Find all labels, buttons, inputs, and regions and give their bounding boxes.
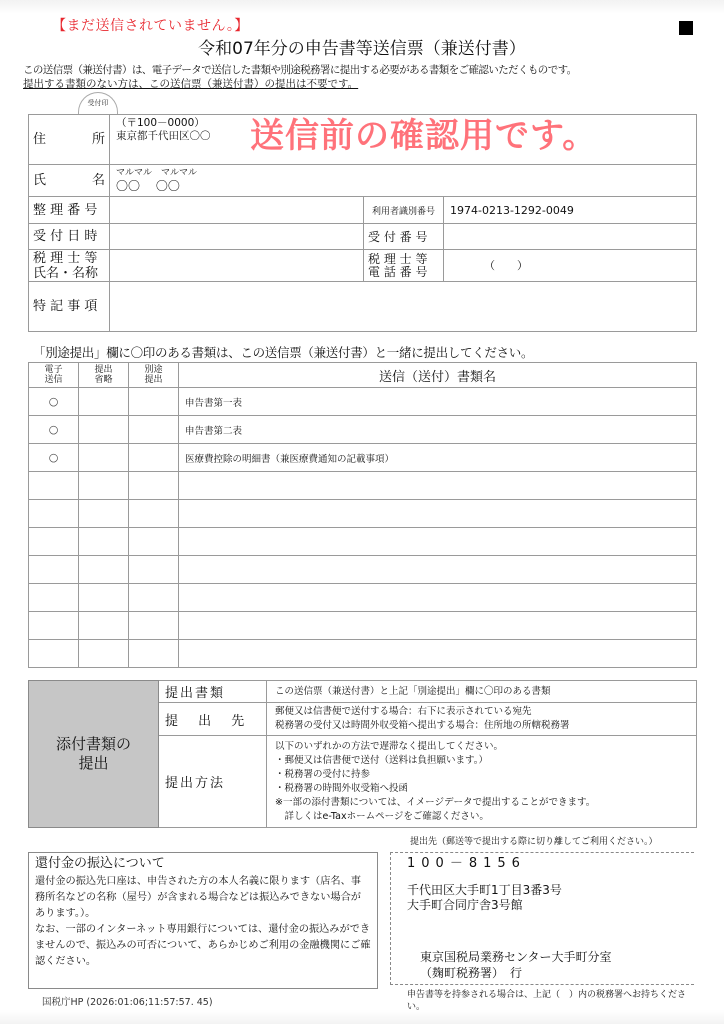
method-line: ・郵便又は信書便で送付（送料は負担願います。） [275, 754, 488, 766]
tax-phone-label-line1: 税 理 士 等 [368, 251, 428, 266]
document-name: 申告書第二表 [179, 416, 697, 444]
received-value [110, 224, 364, 250]
header-separate [129, 363, 179, 388]
separate-mark [129, 556, 179, 584]
tax-accountant-label-line2: 氏名・名称 [33, 265, 99, 281]
document-name: 申告書第一表 [179, 388, 697, 416]
omit-mark [79, 528, 129, 556]
e-send-mark [29, 472, 79, 500]
tax-accountant-name-label [29, 250, 110, 282]
destination-address-1: 千代田区大手町1丁目3番3号 [407, 883, 562, 897]
header-separate-2: 提出 [144, 375, 163, 385]
document-row [29, 416, 697, 444]
not-sent-notice: 【まだ送信されていません。】 [52, 18, 249, 34]
attach-method-label: 提出方法 [159, 736, 267, 828]
name-cell [110, 165, 697, 197]
destination-zip: 100－8156 [407, 856, 526, 871]
intro-text-1: この送信票（兼送付書）は、電子データで送信した書類や別途税務署に提出する必要がある書類をご確認いただくものです。 [23, 64, 577, 76]
document-name [179, 556, 697, 584]
destination-office-1: 東京国税局業務センター大手町分室 [420, 950, 612, 964]
header-e-send-1: 電子 [44, 365, 63, 375]
document-row [29, 500, 697, 528]
notes-label: 特 記 事 項 [29, 282, 110, 332]
omit-mark [79, 388, 129, 416]
address-value: 東京都千代田区〇〇 [116, 130, 211, 142]
corner-square-mark [679, 21, 693, 35]
document-name [179, 500, 697, 528]
tax-accountant-label-line1: 税 理 士 等 [33, 250, 98, 266]
address-label-a: 住 [33, 132, 47, 147]
ref-no-label: 整 理 番 号 [29, 197, 110, 224]
address-label-b: 所 [91, 132, 105, 147]
separate-mark [129, 500, 179, 528]
name-label-b: 名 [91, 173, 105, 188]
footer-timestamp: 国税庁HP (2026:01:06;11:57:57. 45) [42, 997, 213, 1008]
separate-mark [129, 584, 179, 612]
omit-mark [79, 416, 129, 444]
omit-mark [79, 612, 129, 640]
attach-dest-text-2: 税務署の受付又は時間外収受箱へ提出する場合：住所地の所轄税務署 [275, 720, 570, 731]
receipt-stamp-area [78, 92, 118, 114]
e-send-mark: ○ [29, 388, 79, 416]
attachments-table [28, 680, 697, 828]
refund-info-box [28, 852, 378, 989]
omit-mark [79, 472, 129, 500]
watermark-preview: 送信前の確認用です。 [250, 116, 598, 156]
refund-paragraph-1: 還付金の振込先口座は、申告された方の本人名義に限ります（店名、事務所名などの名称（屋号）が含まれる場合などは振込みできない場合があります。）。 [35, 876, 361, 919]
name-kana: マルマル マルマル [116, 168, 198, 178]
tax-phone-label-line2: 電 話 番 号 [368, 264, 428, 279]
intro-text-2: 提出する書類のない方は、この送信票（兼送付書）の提出は不要です。 [23, 78, 359, 90]
e-send-mark [29, 556, 79, 584]
attach-dest-label: 提 出 先 [159, 703, 267, 736]
attach-docs-label: 提出書類 [159, 681, 267, 703]
name-label-a: 氏 [33, 173, 47, 188]
separate-mark [129, 416, 179, 444]
tax-accountant-name-value [110, 250, 364, 282]
e-send-mark: ○ [29, 416, 79, 444]
attachments-title-2: 提出 [78, 754, 109, 772]
destination-office-2: （麹町税務署） 行 [420, 966, 523, 980]
tax-accountant-phone-value: （ ） [444, 250, 697, 282]
document-name [179, 472, 697, 500]
user-id-value: 1974-0213-1292-0049 [444, 197, 697, 224]
tax-accountant-row [29, 250, 697, 282]
separate-mark [129, 444, 179, 472]
method-line: ・税務署の時間外収受箱へ投函 [275, 782, 409, 794]
document-row [29, 640, 697, 668]
document-row [29, 472, 697, 500]
header-e-send [29, 363, 79, 388]
header-e-send-2: 送信 [44, 375, 63, 385]
omit-mark [79, 500, 129, 528]
document-row [29, 528, 697, 556]
destination-address-2: 大手町合同庁舎3号館 [407, 898, 523, 912]
document-row [29, 556, 697, 584]
refund-title: 還付金の振込について [35, 856, 165, 871]
e-send-mark: ○ [29, 444, 79, 472]
ref-row [29, 197, 697, 224]
document-row [29, 444, 697, 472]
header-omit-1: 提出 [94, 365, 113, 375]
e-send-mark [29, 500, 79, 528]
attach-dest-text-1: 郵便又は信書便で送付する場合：右下に表示されている宛先 [275, 706, 532, 717]
header-separate-1: 別途 [144, 365, 163, 375]
document-name [179, 612, 697, 640]
separate-submission-instruction: 「別途提出」欄に〇印のある書類は、この送信票（兼送付書）と一緒に提出してください。 [33, 345, 534, 360]
method-line: ・税務署の受付に持参 [275, 768, 371, 780]
document-name: 医療費控除の明細書（兼医療費通知の記載事項） [179, 444, 697, 472]
documents-header-row [29, 363, 697, 388]
received-row [29, 224, 697, 250]
document-row [29, 584, 697, 612]
method-line: 以下のいずれかの方法で遅滞なく提出してください。 [275, 740, 504, 752]
destination-header: 提出先（郵送等で提出する際に切り離してご利用ください。） [410, 837, 658, 847]
address-row [29, 115, 697, 165]
header-document-name: 送信（送付）書類名 [179, 363, 697, 388]
attachments-title-1: 添付書類の [55, 735, 131, 753]
document-name [179, 584, 697, 612]
attach-method-text [267, 736, 697, 828]
e-send-mark [29, 584, 79, 612]
header-omit [79, 363, 129, 388]
receipt-no-label: 受 付 番 号 [364, 224, 444, 250]
postal-code: （〒100－0000） [116, 117, 205, 129]
name-value: 〇〇 〇〇 [116, 179, 180, 193]
page-title: 令和07年分の申告書等送信票（兼送付書） [198, 39, 526, 59]
name-row [29, 165, 697, 197]
e-send-mark [29, 640, 79, 668]
attachments-title [29, 681, 159, 828]
e-send-mark [29, 528, 79, 556]
attach-docs-row [29, 681, 697, 703]
document-name [179, 640, 697, 668]
notes-row [29, 282, 697, 332]
received-label: 受 付 日 時 [29, 224, 110, 250]
address-cell [110, 115, 697, 165]
name-label [29, 165, 110, 197]
omit-mark [79, 584, 129, 612]
ref-no-value [110, 197, 364, 224]
destination-note: 申告書等を持参される場合は、上記（ ）内の税務署へお持ちください。 [407, 990, 687, 1012]
omit-mark [79, 444, 129, 472]
address-label [29, 115, 110, 165]
omit-mark [79, 640, 129, 668]
separate-mark [129, 640, 179, 668]
document-row [29, 612, 697, 640]
method-line: 詳しくはe-Taxホームページをご確認ください。 [275, 810, 489, 822]
separate-mark [129, 528, 179, 556]
refund-paragraph-2: なお、一部のインターネット専用銀行については、還付金の振込みができませんので、振込みの可否について、あらかじめご利用の金融機関にご確認ください。 [35, 924, 371, 967]
taxpayer-info-table [28, 114, 697, 332]
document-row [29, 388, 697, 416]
separate-mark [129, 388, 179, 416]
tax-accountant-phone-label [364, 250, 444, 282]
method-line: ※一部の添付書類については、イメージデータで提出することができます。 [275, 796, 596, 808]
separate-mark [129, 472, 179, 500]
header-omit-2: 省略 [94, 375, 113, 385]
document-name [179, 528, 697, 556]
attach-docs-text: この送信票（兼送付書）と上記「別途提出」欄に〇印のある書類 [267, 681, 697, 703]
omit-mark [79, 556, 129, 584]
e-send-mark [29, 612, 79, 640]
receipt-no-value [444, 224, 697, 250]
stamp-label: 受付印 [87, 99, 109, 107]
user-id-label: 利用者識別番号 [364, 197, 444, 224]
attach-dest-text [267, 703, 697, 736]
notes-value [110, 282, 697, 332]
documents-table [28, 362, 697, 668]
separate-mark [129, 612, 179, 640]
